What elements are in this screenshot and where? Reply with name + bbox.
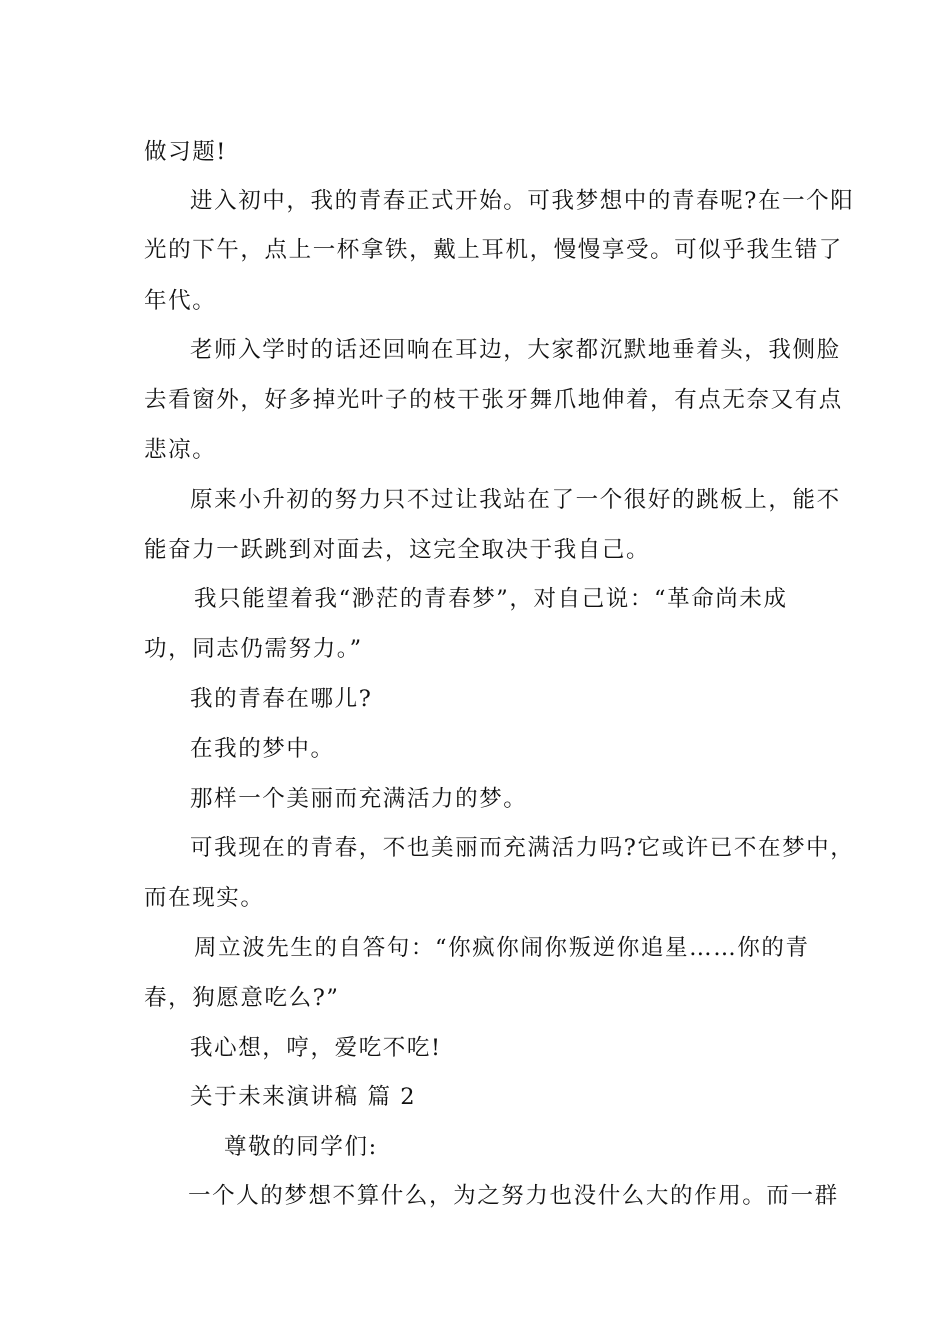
text-line: 一个人的梦想不算什么，为之努力也没什么大的作用。而一群	[188, 1183, 839, 1209]
section-heading: 关于未来演讲稿 篇 2	[190, 1084, 417, 1110]
text-line: 悲凉。	[144, 437, 217, 463]
text-line: 年代。	[144, 288, 217, 314]
text-line: 光的下午，点上一杯拿铁，戴上耳机，慢慢享受。可似乎我生错了	[144, 237, 843, 263]
text-line: 春，狗愿意吃么?”	[144, 985, 340, 1011]
text-line: 老师入学时的话还回响在耳边，大家都沉默地垂着头，我侧脸	[190, 337, 841, 363]
text-line: 那样一个美丽而充满活力的梦。	[190, 786, 528, 812]
text-line: 做习题!	[144, 139, 227, 165]
text-line: 可我现在的青春，不也美丽而充满活力吗?它或许已不在梦中，	[190, 835, 855, 861]
text-line: 我心想，哼，爱吃不吃!	[190, 1035, 442, 1061]
text-line: 去看窗外，好多掉光叶子的枝干张牙舞爪地伸着，有点无奈又有点	[144, 387, 843, 413]
text-line: 原来小升初的努力只不过让我站在了一个很好的跳板上，能不	[190, 487, 841, 513]
text-line: 进入初中，我的青春正式开始。可我梦想中的青春呢?在一个阳	[190, 188, 855, 214]
text-line: 能奋力一跃跳到对面去，这完全取决于我自己。	[144, 537, 651, 563]
text-line: 而在现实。	[144, 885, 265, 911]
text-line: 我只能望着我“渺茫的青春梦”，对自己说：“革命尚未成	[194, 586, 788, 612]
text-line: 周立波先生的自答句：“你疯你闹你叛逆你追星……你的青	[194, 935, 810, 961]
text-line: 在我的梦中。	[190, 736, 335, 762]
salutation: 尊敬的同学们:	[224, 1134, 378, 1160]
text-line: 我的青春在哪儿?	[190, 686, 373, 712]
text-line: 功，同志仍需努力。”	[144, 636, 363, 662]
